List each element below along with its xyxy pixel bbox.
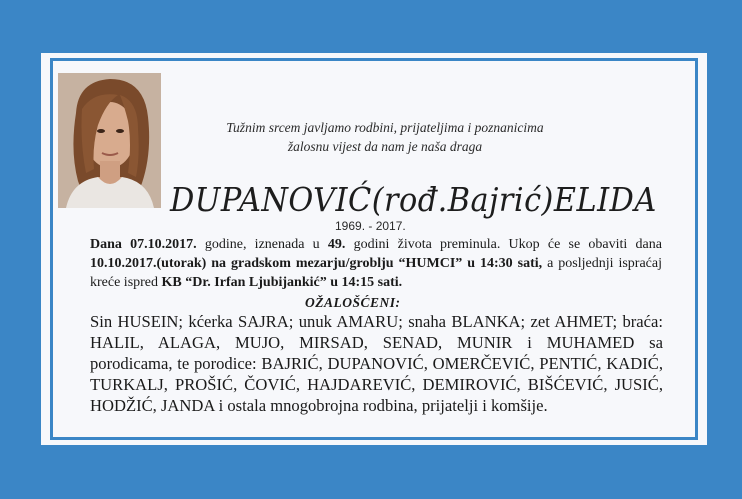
details-text-3: a posljednji ispraćaj kreće ispred [90,256,662,290]
death-date: Dana 07.10.2017. [90,237,197,252]
details-text-2: godini života preminula. Ukop će se obaviti dana [345,237,662,252]
life-years: 1969. - 2017. [335,219,406,233]
deceased-name: DUPANOVIĆ(rođ.Bajrić)ELIDA [170,180,657,219]
mourners-heading: OŽALOŠĆENI: [305,295,401,310]
details-text-1: godine, iznenada u [196,237,328,252]
intro-line-2: žalosnu vijest da nam je naša draga [287,139,483,154]
burial-info: 10.10.2017.(utorak) na gradskom mezarju/groblju “HUMCI” u 14:30 sati, [90,256,543,271]
portrait-photo [58,73,161,208]
intro-text [170,118,600,156]
mourners-list: Sin HUSEIN; kćerka SAJRA; unuk AMARU; snaha BLANKA; zet AHMET; braća: HALIL, ALAGA, MUJO, MIRSAD, SENAD, MUNIR i MUHAMED sa porodicama, te porodice: BAJRIĆ, DUPANOVIĆ, OMERČEVIĆ, PENTIĆ, KADIĆ, TURKALJ, PROŠIĆ, ČOVIĆ, HAJDAREVIĆ, DEMIROVIĆ, BIŠĆEVIĆ, JUSIĆ, HODŽIĆ, JANDA i ostala mnogobrojna rodbina, prijatelji i komšije. [90,312,663,415]
intro-line-1: Tužnim srcem javljamo rodbini, prijateljima i poznanicima [226,120,544,135]
funeral-details [90,235,662,292]
procession-info: KB “Dr. Irfan Ljubijankić” u 14:15 sati. [161,275,403,290]
age: 49. [327,237,346,252]
